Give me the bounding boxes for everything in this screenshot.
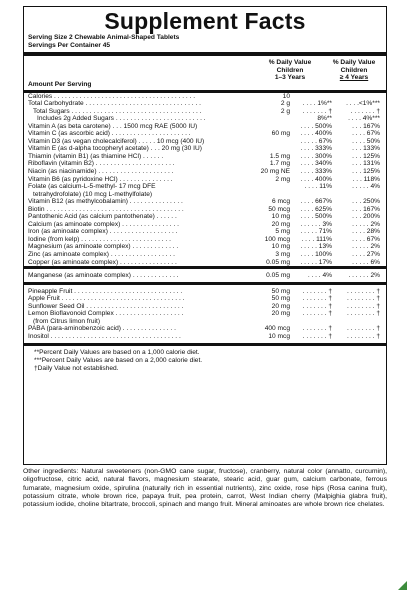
- table-row: [28, 295, 382, 303]
- table-row: [28, 93, 382, 101]
- row-amount: 6 mcg: [272, 198, 290, 206]
- row-amount: 2 g: [280, 100, 290, 108]
- row-label: Riboflavin (vitamin B2) . . . . . . . . . . . . . . . . . . . . . .: [28, 160, 175, 168]
- row-amount: 10 mg: [271, 213, 290, 221]
- row-dv-1-3: . . . . 1%**: [302, 100, 332, 108]
- row-amount: 1.5 mg: [269, 152, 290, 160]
- row-amount: 100 mcg: [264, 235, 290, 243]
- row-label: Niacin (as niacinamide) . . . . . . . . . . . . . . . . . . . . .: [28, 167, 174, 175]
- table-row: [28, 153, 382, 161]
- row-label: Pineapple Fruit . . . . . . . . . . . . . . . . . . . . . . . . . . . . . .: [28, 287, 183, 295]
- table-row: [28, 325, 382, 333]
- dv-col-children-1-3: [261, 59, 319, 82]
- row-dv-1-3: . . . . . . . †: [302, 310, 332, 318]
- row-amount: 2 g: [280, 107, 290, 115]
- manganese-rows: [28, 272, 382, 280]
- table-row: [28, 272, 382, 280]
- table-row: [28, 100, 382, 108]
- row-dv-4plus: . . . . . . . . †: [347, 332, 380, 340]
- row-dv-4plus: . . . 200%: [352, 213, 380, 221]
- row-dv-1-3: . . . . . 17%: [300, 258, 332, 266]
- row-amount: 10: [282, 92, 290, 100]
- row-dv-4plus: . . . . . . 2%: [348, 271, 380, 279]
- row-label: (from Citrus limon fruit): [33, 317, 101, 325]
- table-row: [28, 145, 382, 153]
- row-amount: 20 mg NE: [260, 167, 290, 175]
- row-label: PABA (para-aminobenzoic acid) . . . . . . . . . . . . . . .: [28, 325, 176, 333]
- row-dv-1-3: . . . . 111%: [301, 235, 332, 243]
- row-dv-4plus: . . . 167%: [352, 205, 380, 213]
- supplement-facts-panel: [23, 6, 387, 465]
- table-row: [28, 303, 382, 311]
- row-amount: 10 mcg: [268, 332, 290, 340]
- table-row: [28, 310, 382, 318]
- row-amount: 50 mg: [271, 295, 290, 303]
- row-amount: 0.05 mg: [266, 258, 290, 266]
- row-dv-4plus: . . . . . 4%: [352, 183, 380, 191]
- row-label: Vitamin D3 (as vegan cholecalciferol) . . . . . 10 mcg (400 IU): [28, 137, 205, 145]
- row-amount: 1.7 mg: [269, 160, 290, 168]
- row-dv-1-3: . . . . 500%: [300, 122, 332, 130]
- table-row: [28, 176, 382, 184]
- row-dv-4plus: . . . . . . . . †: [347, 295, 380, 303]
- row-amount: 60 mg: [271, 130, 290, 138]
- row-dv-1-3: . . . . . 13%: [300, 243, 332, 251]
- table-row: [28, 333, 382, 341]
- row-label: Apple Fruit . . . . . . . . . . . . . . . . . . . . . . . . . . . . . . . . . .: [28, 295, 185, 303]
- row-dv-1-3: . . . . 4%: [307, 271, 332, 279]
- row-dv-1-3: . . . . . 71%: [300, 228, 332, 236]
- row-amount: 2 mg: [275, 175, 290, 183]
- row-dv-4plus: . . . . 28%: [352, 228, 380, 236]
- row-dv-4plus: . . . . . . . . †: [347, 302, 380, 310]
- row-dv-1-3: . . . . 100%: [300, 250, 332, 258]
- row-dv-4plus: . . . . . 2%: [352, 243, 380, 251]
- row-dv-4plus: . . . . . . . . †: [347, 310, 380, 318]
- row-dv-4plus: . . . 118%: [352, 175, 380, 183]
- row-label: Folate (as calcium-L-5-methyl- 17 mcg DFE: [28, 183, 156, 191]
- row-dv-1-3: . . . . 400%: [300, 130, 332, 138]
- row-amount: 20 mg: [271, 220, 290, 228]
- row-dv-1-3: . . . . . . . †: [302, 295, 332, 303]
- row-label: Includes 2g Added Sugars . . . . . . . . . . . . . . . . . . . . . . . . .: [37, 115, 206, 123]
- row-label: Sunflower Seed Oil . . . . . . . . . . . . . . . . . . . . . . . . . . .: [28, 302, 184, 310]
- table-row: [28, 198, 382, 206]
- panel-title: Supplement Facts: [104, 8, 306, 34]
- table-row: [28, 288, 382, 296]
- row-dv-1-3: . . . . . . . †: [302, 107, 332, 115]
- amount-per-serving-label: Amount Per Serving: [28, 81, 92, 88]
- row-dv-4plus: . . . . 50%: [352, 137, 380, 145]
- row-dv-1-3: . . . . 333%: [300, 145, 332, 153]
- table-row: [28, 213, 382, 221]
- row-label: Copper (as aminoate complex) . . . . . . . . . . . . . . . .: [28, 258, 177, 266]
- row-dv-4plus: . . . 250%: [352, 198, 380, 206]
- table-row: [28, 138, 382, 146]
- row-label: Calories . . . . . . . . . . . . . . . . . . . . . . . . . . . . . . . . . . . . . . .: [28, 92, 196, 100]
- table-row: [28, 243, 382, 251]
- serving-size: Serving Size 2 Chewable Animal-Shaped Tablets: [28, 34, 180, 41]
- row-amount: 10 mg: [271, 243, 290, 251]
- row-label: Magnesium (as aminoate complex) . . . . . . . . . . . . .: [28, 243, 179, 251]
- col1-line3: 1–3 Years: [274, 74, 306, 82]
- col1-line2: Children: [276, 66, 304, 74]
- row-amount: 0.05 mg: [266, 271, 290, 279]
- table-row: [28, 130, 382, 138]
- row-dv-4plus: . . . . . . . †: [350, 107, 380, 115]
- row-label: Biotin . . . . . . . . . . . . . . . . . . . . . . . . . . . . . . . . . . . . . .: [28, 205, 184, 213]
- row-dv-1-3: . . . . . . . †: [302, 302, 332, 310]
- row-dv-4plus: . . . . 4%***: [348, 115, 380, 123]
- row-dv-4plus: . . . .<1%***: [346, 100, 380, 108]
- servings-per-container: Servings Per Container 45: [28, 42, 111, 49]
- table-row: [28, 228, 382, 236]
- row-dv-4plus: . . . . 67%: [352, 235, 380, 243]
- col2-line3: ≥ 4 Years: [339, 74, 369, 82]
- footnote-1000: **Percent Daily Values are based on a 1,000 calorie diet.: [34, 348, 200, 356]
- row-label: Pantothenic Acid (as calcium pantothenate) . . . . . .: [28, 213, 177, 221]
- row-amount: 20 mg: [271, 302, 290, 310]
- row-dv-1-3: . . . . 667%: [300, 198, 332, 206]
- row-dv-1-3: . . . . 400%: [300, 175, 332, 183]
- col1-line1: % Daily Value: [268, 59, 312, 66]
- row-label: Total Carbohydrate . . . . . . . . . . . . . . . . . . . . . . . . . . . . . . . .: [28, 100, 201, 108]
- table-row: [28, 221, 382, 229]
- row-amount: 3 mg: [275, 250, 290, 258]
- row-dv-1-3: . . . . 500%: [300, 213, 332, 221]
- row-label: Vitamin B12 (as methylcobalamin) . . . . . . . . . . . . . . .: [28, 198, 183, 206]
- row-dv-1-3: . . . . 625%: [300, 205, 332, 213]
- row-amount: 20 mg: [271, 310, 290, 318]
- row-label: Lemon Bioflavonoid Complex . . . . . . . . . . . . . . . . . . .: [28, 310, 184, 318]
- row-label: Vitamin C (as ascorbic acid) . . . . . . . . . . . . . . . . . . . . . .: [28, 130, 191, 138]
- table-row: [28, 191, 382, 199]
- col2-line1: % Daily Value: [332, 59, 376, 66]
- row-dv-4plus: . . . 125%: [352, 152, 380, 160]
- table-row: [28, 183, 382, 191]
- row-dv-1-3: . . . . 300%: [300, 152, 332, 160]
- row-label: Vitamin E (as d-alpha tocopheryl acetate) . . . 20 mg (30 IU): [28, 145, 202, 153]
- table-row: [28, 168, 382, 176]
- row-dv-4plus: . . . . 27%: [352, 250, 380, 258]
- row-dv-1-3: . . . . . . . †: [302, 325, 332, 333]
- row-label: Iodine (from kelp) . . . . . . . . . . . . . . . . . . . . . . . . .: [28, 235, 171, 243]
- footnote-2000: ***Percent Daily Values are based on a 2,000 calorie diet.: [34, 356, 203, 364]
- row-label: Total Sugars . . . . . . . . . . . . . . . . . . . . . . . . . . . . . . . . . . . .: [33, 107, 202, 115]
- row-label: tetrahydrofolate) (10 mcg L-methylfolate): [33, 190, 153, 198]
- row-amount: 50 mcg: [268, 205, 290, 213]
- row-label: Calcium (as aminoate complex) . . . . . . . . . . . . . . . .: [28, 220, 179, 228]
- table-row: [28, 108, 382, 116]
- row-amount: 400 mcg: [264, 325, 290, 333]
- row-label: Vitamin B6 (as pyridoxine HCl) . . . . . . . . . . . . . . .: [28, 175, 173, 183]
- row-dv-4plus: . . . 131%: [352, 160, 380, 168]
- corner-mark: [398, 581, 407, 590]
- row-dv-1-3: . . . . . . . †: [302, 287, 332, 295]
- table-row: [28, 236, 382, 244]
- row-dv-1-3: . . . . . . . †: [302, 332, 332, 340]
- row-label: Vitamin A (as beta carotene) . . . 1500 mcg RAE (5000 IU): [28, 122, 198, 130]
- row-label: Manganese (as aminoate complex) . . . . . . . . . . . . .: [28, 271, 179, 279]
- row-dv-1-3: . . . . . . 3%: [300, 220, 332, 228]
- row-amount: 5 mg: [275, 228, 290, 236]
- row-dv-1-3: . . . . 11%: [304, 183, 332, 191]
- row-dv-4plus: . . . 133%: [352, 145, 380, 153]
- table-row: [28, 123, 382, 131]
- row-label: Iron (as aminoate complex) . . . . . . . . . . . . . . . . . . .: [28, 228, 178, 236]
- table-row: [28, 160, 382, 168]
- row-dv-1-3: . . . . 340%: [300, 160, 332, 168]
- table-row: [28, 259, 382, 267]
- row-label: Inositol . . . . . . . . . . . . . . . . . . . . . . . . . . . . . . . . . . . .: [28, 332, 181, 340]
- row-dv-1-3: . . . . . 67%: [300, 137, 332, 145]
- table-row: [28, 115, 382, 123]
- row-label: Zinc (as aminoate complex) . . . . . . . . . . . . . . . . . .: [28, 250, 175, 258]
- row-dv-4plus: . . . . . . . . †: [347, 287, 380, 295]
- row-dv-4plus: . . . . . 6%: [352, 258, 380, 266]
- table-row: [28, 318, 382, 326]
- row-dv-4plus: . . . . . . . . †: [347, 325, 380, 333]
- other-ingredient-rows: [28, 288, 382, 341]
- row-dv-1-3: . . . . 333%: [300, 167, 332, 175]
- row-dv-4plus: . . . 167%: [352, 122, 380, 130]
- row-dv-4plus: . . . . 67%: [352, 130, 380, 138]
- other-ingredients: Other ingredients: Natural sweeteners (non-GMO cane sugar, fructose), cranberry, natural color (annatto, curcumin), oligofructose, citric acid, natural flavors, magnesium stearate, stearic acid, guar gum, calcium carbonate, ferrous fumarate, magnesium oxide, spirulina (naturally rich in essential nutrients), zinc oxide, rose hips (Rosa canina fruit), potassium citrate, whole brown rice, papaya fruit, pea protein, carrot, West Indian cherry (Malpighia glabra fruit), potassium iodide, choline bitartrate, broccoli, spinach and mango fruit. Mineral aminoates are whole brown rice chelates.: [23, 468, 387, 509]
- nutrient-rows: [28, 93, 382, 267]
- row-label: Thiamin (vitamin B1) (as thiamine HCl) . . . . . .: [28, 152, 164, 160]
- row-amount: 50 mg: [271, 287, 290, 295]
- col2-line2: Children: [340, 66, 368, 74]
- table-row: [28, 251, 382, 259]
- column-header: [28, 56, 382, 90]
- dv-col-children-4plus: [324, 59, 384, 82]
- footnote-dagger: †Daily Value not established.: [34, 364, 119, 372]
- row-dv-4plus: . . . . . 2%: [352, 220, 380, 228]
- table-row: [28, 206, 382, 214]
- row-dv-4plus: . . . 125%: [352, 167, 380, 175]
- row-dv-1-3: 8%**: [317, 115, 332, 123]
